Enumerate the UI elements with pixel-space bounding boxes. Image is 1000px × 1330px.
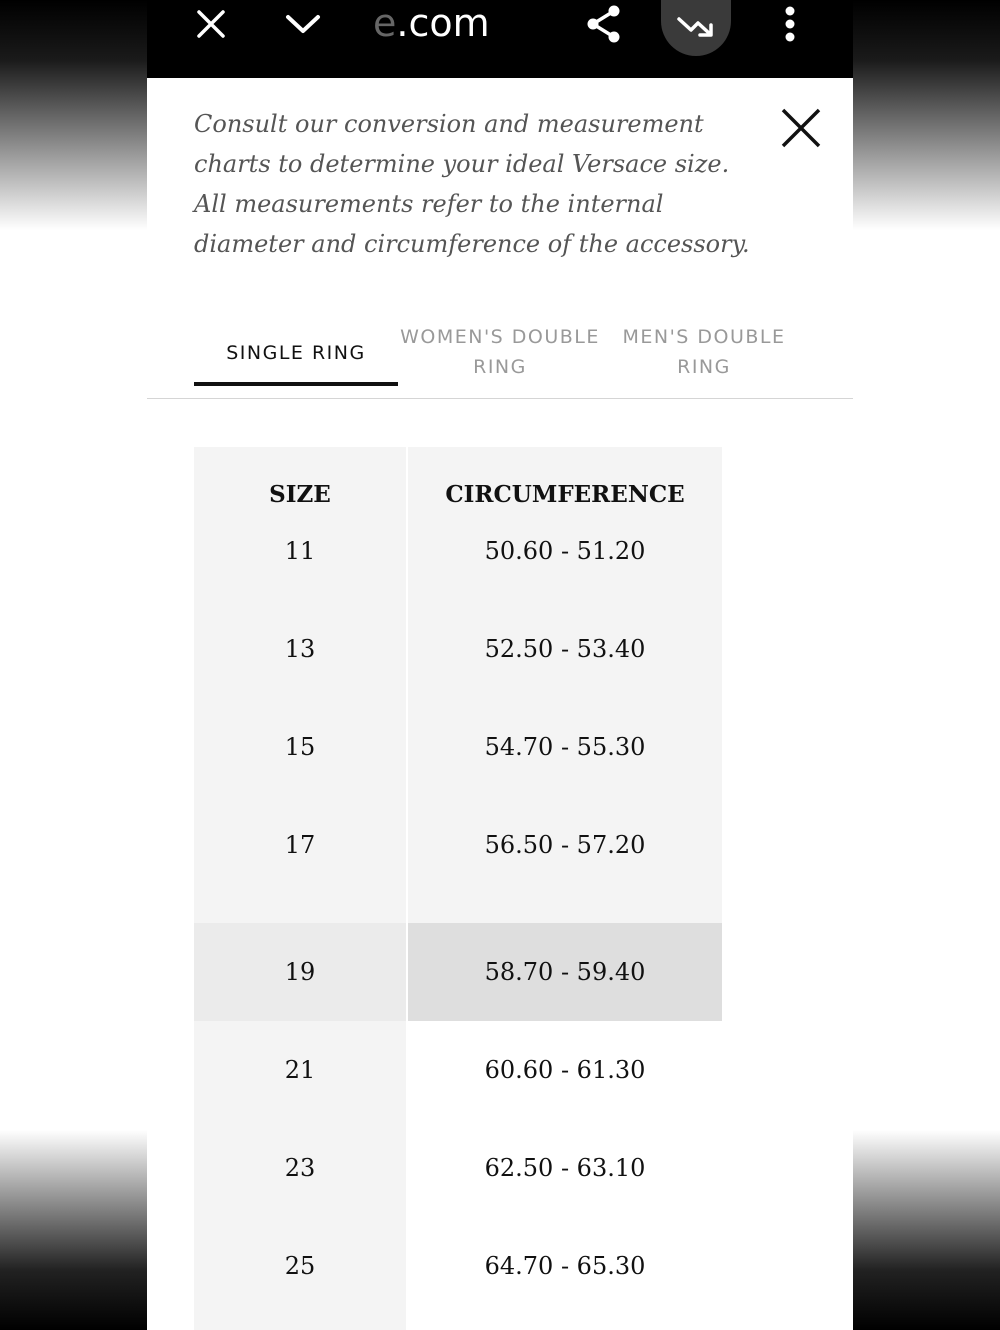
size-cell-cutoff: [194, 1315, 406, 1330]
table-row: [194, 1217, 722, 1315]
chevron-down-icon[interactable]: [283, 0, 323, 48]
url-prefix: e: [373, 1, 397, 45]
blurred-backdrop-left: [0, 0, 147, 1330]
table-row-partial: [194, 1315, 722, 1330]
circumference-cell: 54.70 - 55.30: [408, 727, 722, 825]
close-icon[interactable]: [191, 0, 231, 48]
circumference-cell: 50.60 - 51.20: [408, 531, 722, 629]
table-header-row: [194, 447, 722, 531]
circumference-cell: 58.70 - 59.40: [408, 923, 722, 1021]
share-icon[interactable]: [581, 0, 627, 48]
circumference-cell: 64.70 - 65.30: [408, 1217, 722, 1315]
url-text[interactable]: [373, 0, 490, 48]
size-cell: 15: [194, 727, 406, 825]
tabs-divider: [147, 398, 853, 399]
circumference-cell-cutoff: [408, 1315, 722, 1330]
close-icon[interactable]: [779, 106, 823, 150]
tab-mens-double-ring[interactable]: MEN'S DOUBLE RING: [622, 326, 786, 378]
size-cell: 21: [194, 1021, 406, 1119]
size-cell: 17: [194, 825, 406, 923]
circumference-cell: 56.50 - 57.20: [408, 825, 722, 923]
size-cell: 25: [194, 1217, 406, 1315]
more-vertical-icon[interactable]: [775, 0, 805, 48]
url-domain: .com: [396, 1, 490, 45]
active-tab-indicator: [194, 382, 398, 386]
trending-down-icon[interactable]: [661, 0, 731, 56]
size-cell: 13: [194, 629, 406, 727]
table-row: [194, 1119, 722, 1217]
circumference-cell: 60.60 - 61.30: [408, 1021, 722, 1119]
table-row-highlighted: [194, 923, 722, 1021]
header-circumference: CIRCUMFERENCE: [408, 447, 722, 531]
size-cell: 23: [194, 1119, 406, 1217]
table-row: [194, 1021, 722, 1119]
circumference-cell: 52.50 - 53.40: [408, 629, 722, 727]
table-row: [194, 629, 722, 727]
size-tabs: [194, 322, 806, 388]
header-size: SIZE: [194, 447, 406, 531]
circumference-cell: 62.50 - 63.10: [408, 1119, 722, 1217]
size-table: [194, 447, 722, 1330]
size-guide-intro: Consult our conversion and measurement charts to determine your ideal Versace size. All measurements refer to the internal diameter and circumference of the accessory.: [194, 110, 750, 258]
phone-screen: [147, 0, 853, 1330]
tab-womens-double-ring[interactable]: WOMEN'S DOUBLE RING: [400, 326, 600, 378]
size-cell: 11: [194, 531, 406, 629]
tab-single-ring[interactable]: SINGLE RING: [226, 342, 366, 364]
table-row: [194, 531, 722, 629]
size-cell: 19: [194, 923, 406, 1021]
table-row: [194, 825, 722, 923]
browser-toolbar: [147, 0, 853, 78]
table-row: [194, 727, 722, 825]
blurred-backdrop-right: [853, 0, 1000, 1330]
